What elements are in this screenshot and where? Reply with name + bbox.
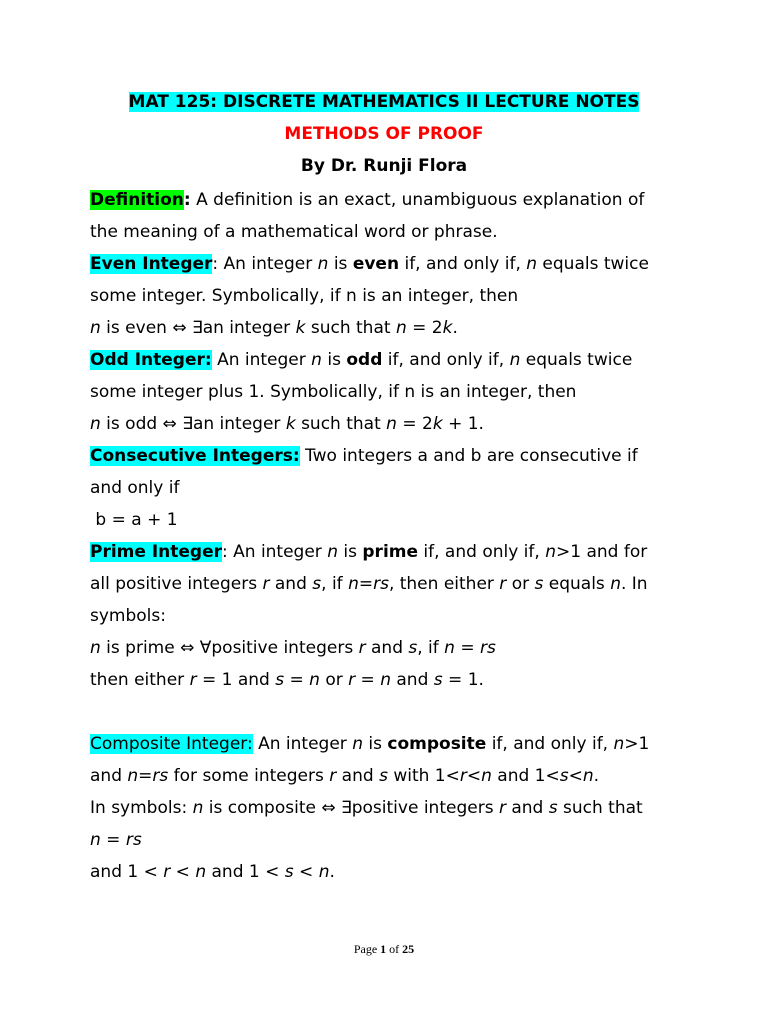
- composite-line-5: [90, 856, 690, 888]
- var-n: n: [311, 350, 322, 370]
- var-n: n: [613, 734, 625, 754]
- composite-text: is: [362, 734, 388, 754]
- page-title: [0, 92, 768, 112]
- var-n: n: [582, 766, 594, 786]
- var-k: k: [442, 318, 453, 338]
- var-r: r: [189, 670, 197, 690]
- odd-text: equals twice: [520, 350, 633, 370]
- var-n: n: [90, 318, 101, 338]
- even-keyword: even: [352, 254, 400, 274]
- prime-text: >1 and for: [555, 542, 648, 562]
- prime-text: =: [284, 670, 310, 690]
- composite-keyword: composite: [387, 734, 487, 754]
- prime-text: or: [319, 670, 349, 690]
- composite-text: and: [336, 766, 380, 786]
- composite-text: <: [466, 766, 482, 786]
- composite-text: and: [90, 766, 128, 786]
- composite-text: .: [593, 766, 600, 786]
- var-n: n: [380, 670, 391, 690]
- prime-text: and: [390, 670, 434, 690]
- consecutive-text: Two integers a and b are consecutive if: [299, 446, 638, 466]
- var-r: r: [329, 766, 337, 786]
- definition-line-2: the meaning of a mathematical word or phrase.: [90, 222, 498, 242]
- var-r: r: [459, 766, 467, 786]
- consecutive-term: Consecutive Integers:: [90, 446, 300, 466]
- composite-text: such that: [557, 798, 643, 818]
- var-n: n: [90, 414, 101, 434]
- var-k: k: [295, 318, 306, 338]
- page-footer: [0, 942, 768, 957]
- author-line: By Dr. Runji Flora: [300, 156, 468, 176]
- expr-n-rs: n=rs: [127, 766, 169, 786]
- prime-text: , if: [321, 574, 349, 594]
- odd-keyword: odd: [346, 350, 383, 370]
- var-n: n: [318, 862, 330, 882]
- consecutive-line-2: and only if: [90, 478, 180, 498]
- var-s: s: [275, 670, 285, 690]
- var-n: n: [395, 318, 407, 338]
- even-line-1: [90, 248, 690, 280]
- odd-line-2: some integer plus 1. Symbolically, if n is an integer, then: [90, 382, 577, 402]
- prime-text: all positive integers: [90, 574, 263, 594]
- even-text: equals twice: [537, 254, 649, 274]
- prime-text: =: [355, 670, 381, 690]
- odd-text: An integer: [211, 350, 312, 370]
- composite-line-2: [90, 760, 690, 792]
- var-r: r: [348, 670, 356, 690]
- composite-text: >1: [624, 734, 650, 754]
- even-text: is: [328, 254, 353, 274]
- even-term: Even Integer: [90, 254, 213, 274]
- var-n: n: [90, 638, 101, 658]
- var-n: n: [545, 542, 556, 562]
- var-s: s: [433, 670, 443, 690]
- var-s: s: [559, 766, 569, 786]
- var-s: s: [379, 766, 388, 786]
- var-n: n: [195, 862, 207, 882]
- lecture-body: [90, 184, 690, 888]
- var-n: n: [327, 542, 338, 562]
- odd-term: Odd Integer:: [90, 350, 212, 370]
- composite-text: and 1 <: [90, 862, 164, 882]
- composite-text: is composite ⇔ ∃positive integers: [203, 798, 499, 818]
- odd-text: if, and only if,: [382, 350, 510, 370]
- var-r: r: [262, 574, 270, 594]
- var-n: n: [526, 254, 538, 274]
- var-n: n: [309, 670, 320, 690]
- footer-page-word: Page: [353, 942, 381, 956]
- prime-line-2: [90, 568, 690, 600]
- prime-text: or: [506, 574, 535, 594]
- prime-line-1: [90, 536, 690, 568]
- var-n: n: [610, 574, 621, 594]
- prime-text: equals: [543, 574, 611, 594]
- odd-text: such that: [295, 414, 387, 434]
- even-text: .: [452, 318, 458, 338]
- prime-text: = 1 and: [196, 670, 276, 690]
- even-text: is even ⇔ ∃an integer: [100, 318, 296, 338]
- var-k: k: [432, 414, 443, 434]
- var-r: r: [498, 798, 506, 818]
- composite-line-3: [90, 792, 690, 824]
- var-n: n: [509, 350, 521, 370]
- composite-text: if, and only if,: [486, 734, 614, 754]
- var-n: n: [481, 766, 492, 786]
- var-n: n: [352, 734, 363, 754]
- prime-line-5: [90, 664, 690, 696]
- var-n: n: [317, 254, 329, 274]
- composite-line-4: [90, 824, 690, 856]
- prime-text: : An integer: [222, 542, 328, 562]
- var-k: k: [285, 414, 296, 434]
- prime-text: . In: [620, 574, 648, 594]
- odd-line-3: [90, 408, 690, 440]
- prime-text: , then either: [388, 574, 500, 594]
- footer-page-total: 25: [402, 942, 415, 956]
- odd-text: is odd ⇔ ∃an integer: [100, 414, 286, 434]
- var-s: s: [534, 574, 544, 594]
- prime-text: , if: [417, 638, 445, 658]
- composite-text: and 1 <: [206, 862, 285, 882]
- prime-text: and: [365, 638, 409, 658]
- prime-keyword: prime: [362, 542, 419, 562]
- prime-text: and: [269, 574, 313, 594]
- even-text: = 2: [406, 318, 443, 338]
- composite-line-1: [90, 728, 690, 760]
- prime-line-4: [90, 632, 690, 664]
- even-text: : An integer: [212, 254, 318, 274]
- even-line-3: [90, 312, 690, 344]
- definition-line-1: [90, 184, 690, 216]
- expr-n-eq-rs: n = rs: [90, 830, 142, 850]
- odd-text: = 2: [396, 414, 433, 434]
- composite-text: .: [329, 862, 335, 882]
- var-s: s: [408, 638, 418, 658]
- prime-text: is prime ⇔ ∀positive integers: [100, 638, 359, 658]
- odd-line-1: [90, 344, 690, 376]
- composite-term: Composite Integer:: [90, 734, 253, 754]
- composite-text: An integer: [252, 734, 353, 754]
- even-text: such that: [305, 318, 396, 338]
- consecutive-line-1: [90, 440, 690, 472]
- prime-line-3: symbols:: [90, 606, 166, 626]
- page-subtitle: METHODS OF PROOF: [284, 124, 484, 144]
- expr-n-eq-rs: n = rs: [444, 638, 496, 658]
- page-title-text: MAT 125: DISCRETE MATHEMATICS II LECTURE NOTES: [128, 92, 640, 112]
- prime-text: then either: [90, 670, 190, 690]
- odd-text: + 1.: [442, 414, 484, 434]
- expr-n-rs: n=rs: [348, 574, 389, 594]
- composite-text: for some integers: [168, 766, 330, 786]
- odd-text: is: [321, 350, 347, 370]
- even-text: if, and only if,: [399, 254, 527, 274]
- definition-text-1: A definition is an exact, unambiguous explanation of: [190, 190, 645, 210]
- composite-text: with 1<: [387, 766, 460, 786]
- composite-text: <: [170, 862, 196, 882]
- footer-page-number: 1: [380, 942, 387, 956]
- composite-text: <: [293, 862, 319, 882]
- prime-text: if, and only if,: [418, 542, 546, 562]
- var-s: s: [312, 574, 322, 594]
- var-r: r: [163, 862, 171, 882]
- consecutive-line-3: b = a + 1: [90, 510, 178, 530]
- even-line-2: some integer. Symbolically, if n is an integer, then: [90, 286, 519, 306]
- composite-text: In symbols:: [90, 798, 193, 818]
- prime-text: = 1.: [442, 670, 484, 690]
- spacer: [90, 696, 690, 728]
- prime-term: Prime Integer: [90, 542, 222, 562]
- composite-text: and: [505, 798, 549, 818]
- composite-text: <: [568, 766, 583, 786]
- var-n: n: [192, 798, 204, 818]
- definition-colon: :: [183, 190, 191, 210]
- var-s: s: [548, 798, 558, 818]
- definition-term: Definition: [90, 190, 184, 210]
- prime-text: is: [338, 542, 363, 562]
- var-n: n: [386, 414, 397, 434]
- footer-of-word: of: [386, 942, 403, 956]
- composite-text: and 1<: [491, 766, 560, 786]
- var-r: r: [358, 638, 366, 658]
- var-r: r: [499, 574, 507, 594]
- var-s: s: [284, 862, 294, 882]
